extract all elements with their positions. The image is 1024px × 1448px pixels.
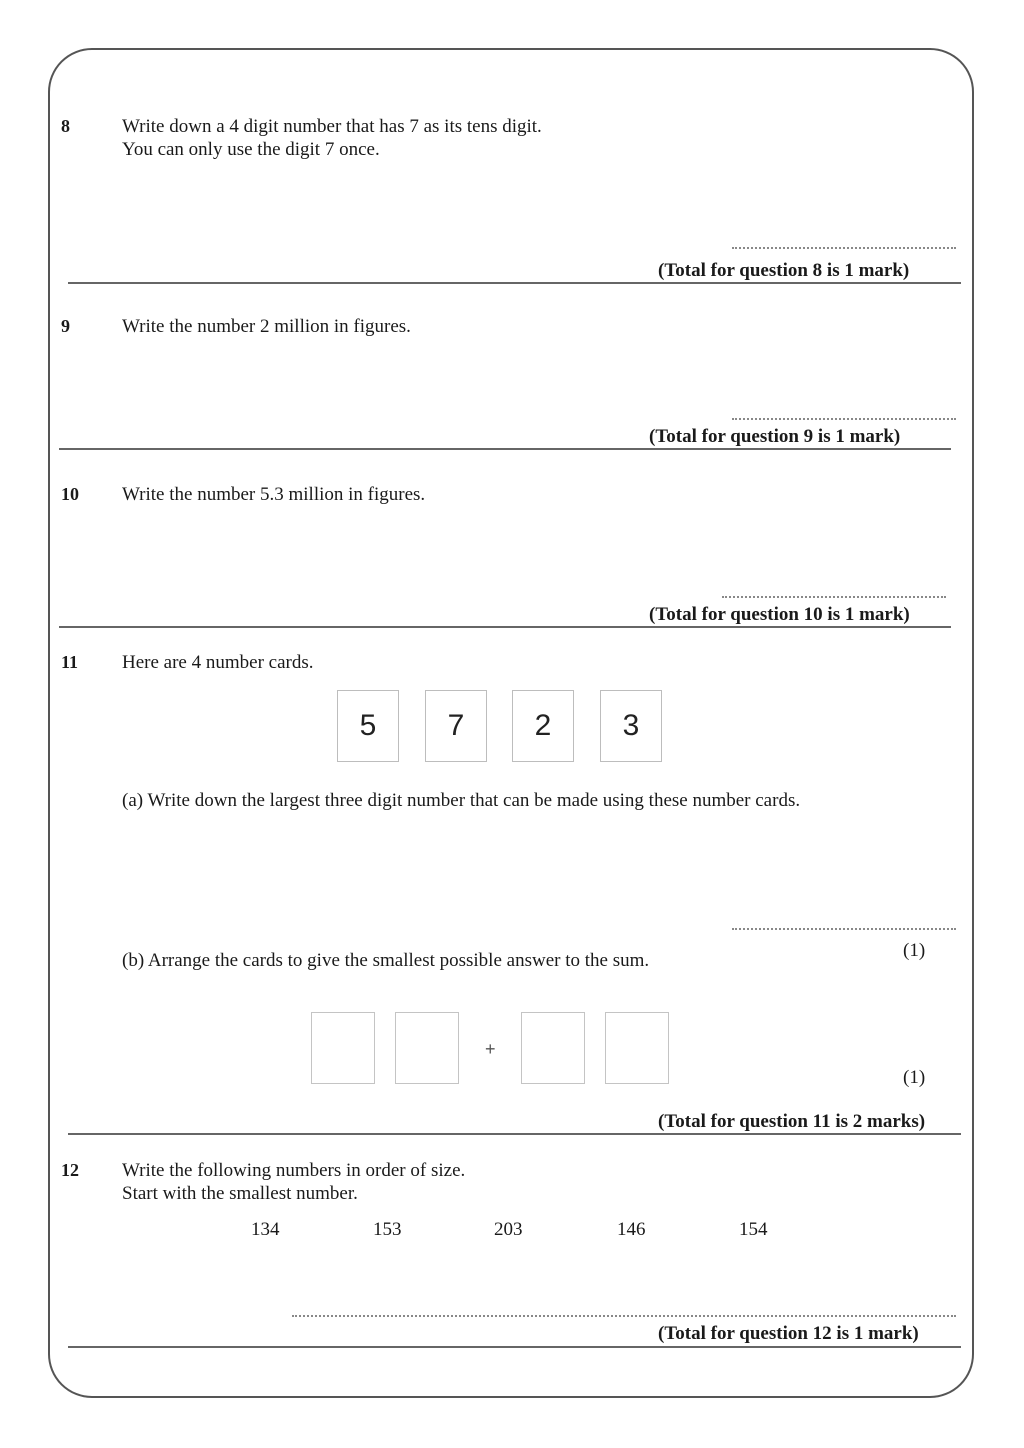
number-card: 5: [337, 690, 399, 762]
question-12-line-1: Write the following numbers in order of size.: [122, 1160, 466, 1181]
question-9-answer-line[interactable]: [732, 418, 956, 420]
question-12-divider: [68, 1346, 961, 1348]
number-item: 153: [373, 1219, 402, 1240]
answer-card-box[interactable]: [311, 1012, 375, 1084]
answer-card-box[interactable]: [521, 1012, 585, 1084]
question-11-part-a: (a) Write down the largest three digit number that can be made using these number cards.: [122, 790, 801, 811]
question-10-answer-line[interactable]: [722, 596, 946, 598]
question-10-line-1: Write the number 5.3 million in figures.: [122, 484, 426, 505]
number-item: 146: [617, 1219, 646, 1240]
question-8-divider: [68, 282, 961, 284]
number-card: 2: [512, 690, 574, 762]
question-11-total: (Total for question 11 is 2 marks): [658, 1111, 926, 1132]
question-12-line-2: Start with the smallest number.: [122, 1183, 358, 1204]
number-item: 203: [494, 1219, 523, 1240]
question-8-line-1: Write down a 4 digit number that has 7 as its tens digit.: [122, 116, 542, 137]
question-11-part-b-marks: (1): [903, 1067, 926, 1088]
question-12-number: 12: [61, 1160, 79, 1180]
number-card: 7: [425, 690, 487, 762]
question-10-total: (Total for question 10 is 1 mark): [649, 604, 910, 625]
answer-card-box[interactable]: [395, 1012, 459, 1084]
number-item: 134: [251, 1219, 280, 1240]
question-12-total: (Total for question 12 is 1 mark): [658, 1323, 919, 1344]
answer-card-box[interactable]: [605, 1012, 669, 1084]
number-card: 3: [600, 690, 662, 762]
question-8-answer-line[interactable]: [732, 247, 956, 249]
question-9-divider: [59, 448, 951, 450]
question-11-part-a-marks: (1): [903, 940, 926, 961]
question-11-number: 11: [61, 652, 79, 672]
question-12-answer-line[interactable]: [292, 1315, 956, 1317]
question-11-divider: [68, 1133, 961, 1135]
question-11-part-b: (b) Arrange the cards to give the smallest possible answer to the sum.: [122, 950, 650, 971]
question-8-total: (Total for question 8 is 1 mark): [658, 260, 910, 281]
number-item: 154: [739, 1219, 768, 1240]
question-10-divider: [59, 626, 951, 628]
question-9-total: (Total for question 9 is 1 mark): [649, 426, 901, 447]
question-9-line-1: Write the number 2 million in figures.: [122, 316, 411, 337]
question-8-line-2: You can only use the digit 7 once.: [122, 139, 380, 160]
question-11-part-a-answer-line[interactable]: [732, 928, 956, 930]
question-9-number: 9: [61, 316, 70, 336]
question-10-number: 10: [61, 484, 79, 504]
question-8-number: 8: [61, 116, 70, 136]
question-11-line-1: Here are 4 number cards.: [122, 652, 314, 673]
plus-sign: +: [485, 1039, 496, 1059]
